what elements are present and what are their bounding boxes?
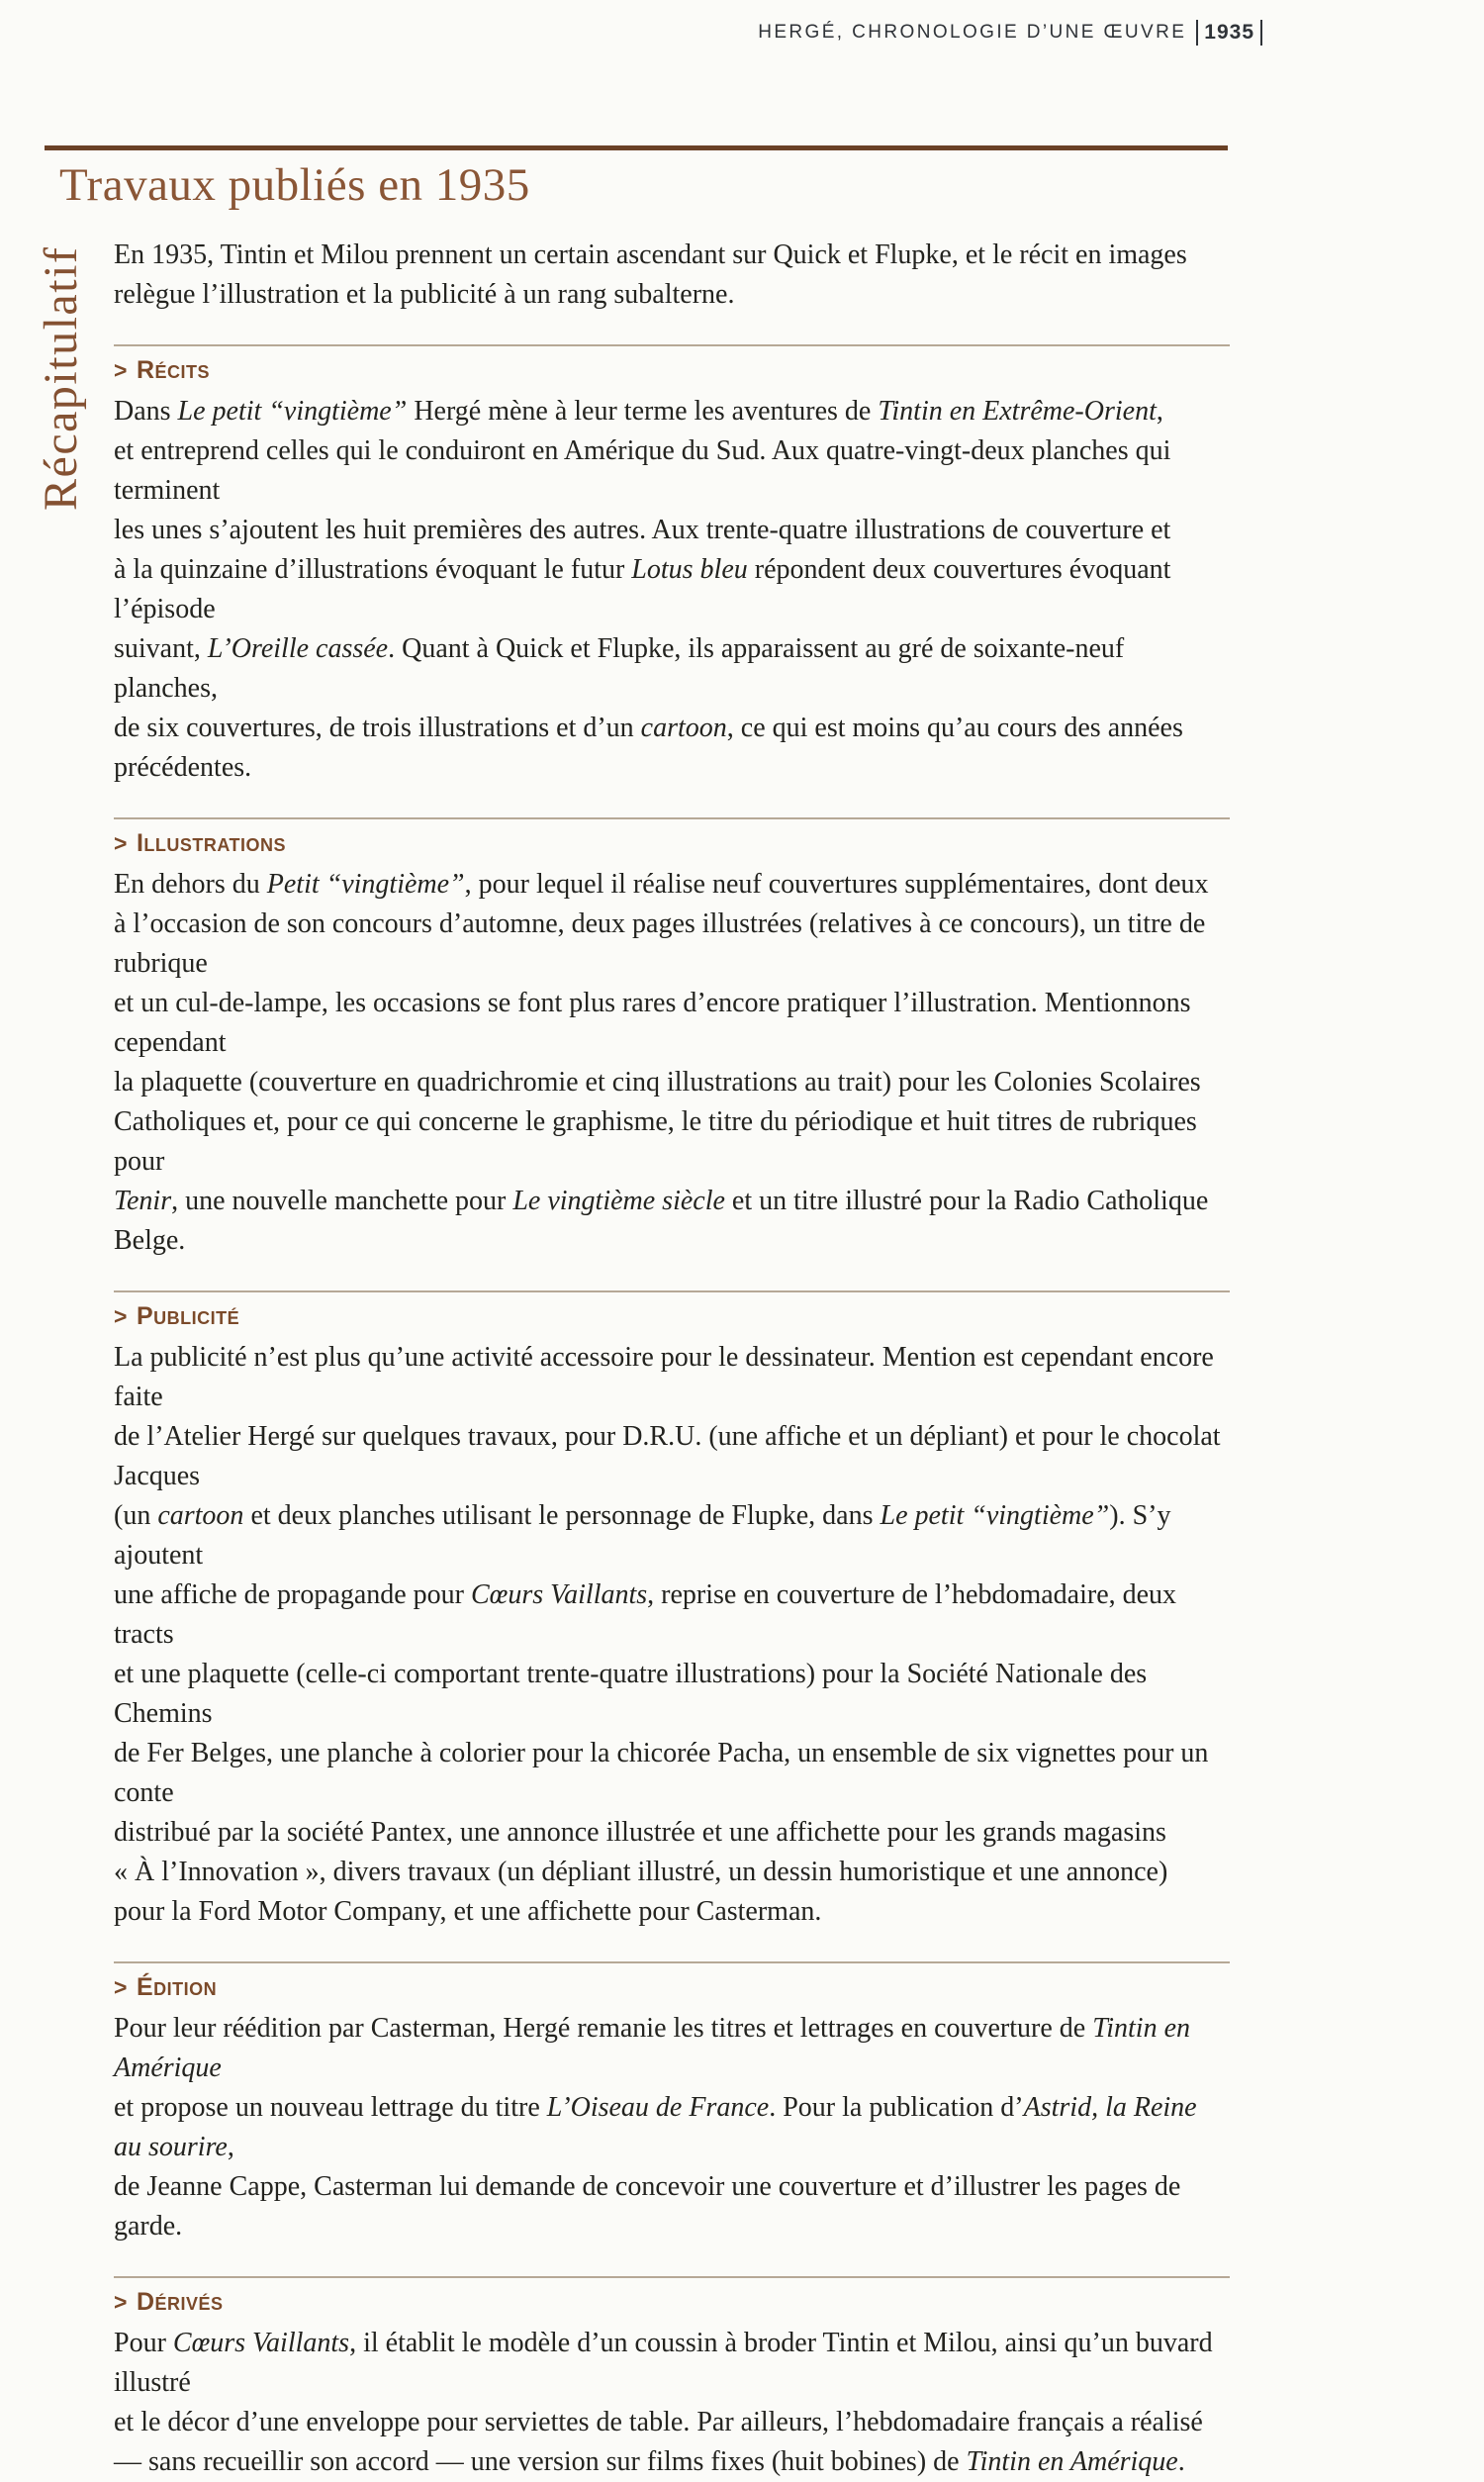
section-heading-label: Publicité (136, 1302, 240, 1330)
section-heading-label: Dérivés (136, 2288, 224, 2316)
section-heading-recits (114, 354, 1230, 386)
intro-paragraph: En 1935, Tintin et Milou prennent un certain ascendant sur Quick et Flupke, et le récit en images relègue l’illustration et la publicité à un rang subalterne. (114, 239, 1187, 310)
running-header-text: HERGÉ, CHRONOLOGIE D’UNE ŒUVRE (758, 22, 1187, 43)
section-edition (114, 1961, 1230, 2246)
chevron-icon: > (114, 1303, 128, 1329)
section-heading-label: Illustrations (136, 829, 287, 857)
section-divider (114, 2276, 1230, 2278)
section-paragraph-illustrations: En dehors du Petit “vingtième”, pour lequel il réalise neuf couvertures supplémentaires, dont deux à l’occasion de son concours d’automne, deux pages illustrées (relatives à ce concours), un titre de rubrique et un cul-de-lampe, les occasions se font plus rares d’encore pratiquer l’illustration. Mentionnons cependant la plaquette (couverture en quadrichromie et cinq illustrations au trait) pour les Colonies Scolaires Catholiques et, pour ce qui concerne le graphisme, le titre du périodique et huit titres de rubriques pour Tenir, une nouvelle manchette pour Le vingtième siècle et un titre illustré pour la Radio Catholique Belge. (114, 869, 1209, 1256)
section-divider (114, 1961, 1230, 1963)
page-number: 1935 (1196, 20, 1262, 46)
section-paragraph-recits: Dans Le petit “vingtième” Hergé mène à leur terme les aventures de Tintin en Extrême-Orient, et entreprend celles qui le conduiront en Amérique du Sud. Aux quatre-vingt-deux planches qui terminent les unes s’ajoutent les huit premières des autres. Aux trente-quatre illustrations de couverture et à la quinzaine d’illustrations évoquant le futur Lotus bleu répondent deux couvertures évoquant l’épisode suivant, L’Oreille cassée. Quant à Quick et Flupke, ils apparaissent au gré de soixante-neuf planches, de six couvertures, de trois illustrations et d’un cartoon, ce qui est moins qu’au cours des années précédentes. (114, 396, 1183, 783)
section-derives (114, 2276, 1230, 2482)
main-content (114, 236, 1230, 2482)
section-illustrations (114, 817, 1230, 1261)
section-divider (114, 817, 1230, 819)
section-paragraph-edition: Pour leur réédition par Casterman, Hergé remanie les titres et lettrages en couverture de Tintin en Amérique et propose un nouveau lettrage du titre L’Oiseau de France. Pour la publication d’Astrid, la Reine au sourire, de Jeanne Cappe, Casterman lui demande de concevoir une couverture et d’illustrer les pages de garde. (114, 2013, 1197, 2242)
chevron-icon: > (114, 1974, 128, 2000)
section-heading-label: Récits (136, 356, 210, 384)
page-title: Travaux publiés en 1935 (59, 159, 530, 211)
chevron-icon: > (114, 2289, 128, 2315)
sidebar-label: Récapitulatif (35, 245, 87, 511)
section-heading-illustrations (114, 827, 1230, 859)
section-divider (114, 1290, 1230, 1292)
section-heading-derives (114, 2286, 1230, 2318)
section-divider (114, 344, 1230, 346)
sections-container (114, 344, 1230, 2482)
chevron-icon: > (114, 357, 128, 383)
section-heading-edition (114, 1971, 1230, 2003)
section-publicite (114, 1290, 1230, 1932)
running-header (758, 20, 1262, 46)
section-heading-publicite (114, 1300, 1230, 1332)
section-paragraph-derives: Pour Cœurs Vaillants, il établit le modèle d’un coussin à broder Tintin et Milou, ainsi qu’un buvard illustré et le décor d’une enveloppe pour serviettes de table. Par ailleurs, l’hebdomadaire français a réalisé — sans recueillir son accord — une version sur films fixes (huit bobines) de Tintin en Amérique. (114, 2328, 1213, 2477)
top-rule (45, 145, 1228, 150)
section-recits (114, 344, 1230, 788)
section-heading-label: Édition (136, 1973, 218, 2001)
section-paragraph-publicite: La publicité n’est plus qu’une activité accessoire pour le dessinateur. Mention est cependant encore faite de l’Atelier Hergé sur quelques travaux, pour D.R.U. (une affiche et un dépliant) et pour le chocolat Jacques (un cartoon et deux planches utilisant le personnage de Flupke, dans Le petit “vingtième”). S’y ajoutent une affiche de propagande pour Cœurs Vaillants, reprise en couverture de l’hebdomadaire, deux tracts et une plaquette (celle-ci comportant trente-quatre illustrations) pour la Société Nationale des Chemins de Fer Belges, une planche à colorier pour la chicorée Pacha, un ensemble de six vignettes pour un conte distribué par la société Pantex, une annonce illustrée et une affichette pour les grands magasins « À l’Innovation », divers travaux (un dépliant illustré, un dessin humoristique et une annonce) pour la Ford Motor Company, et une affichette pour Casterman. (114, 1342, 1221, 1927)
chevron-icon: > (114, 830, 128, 856)
